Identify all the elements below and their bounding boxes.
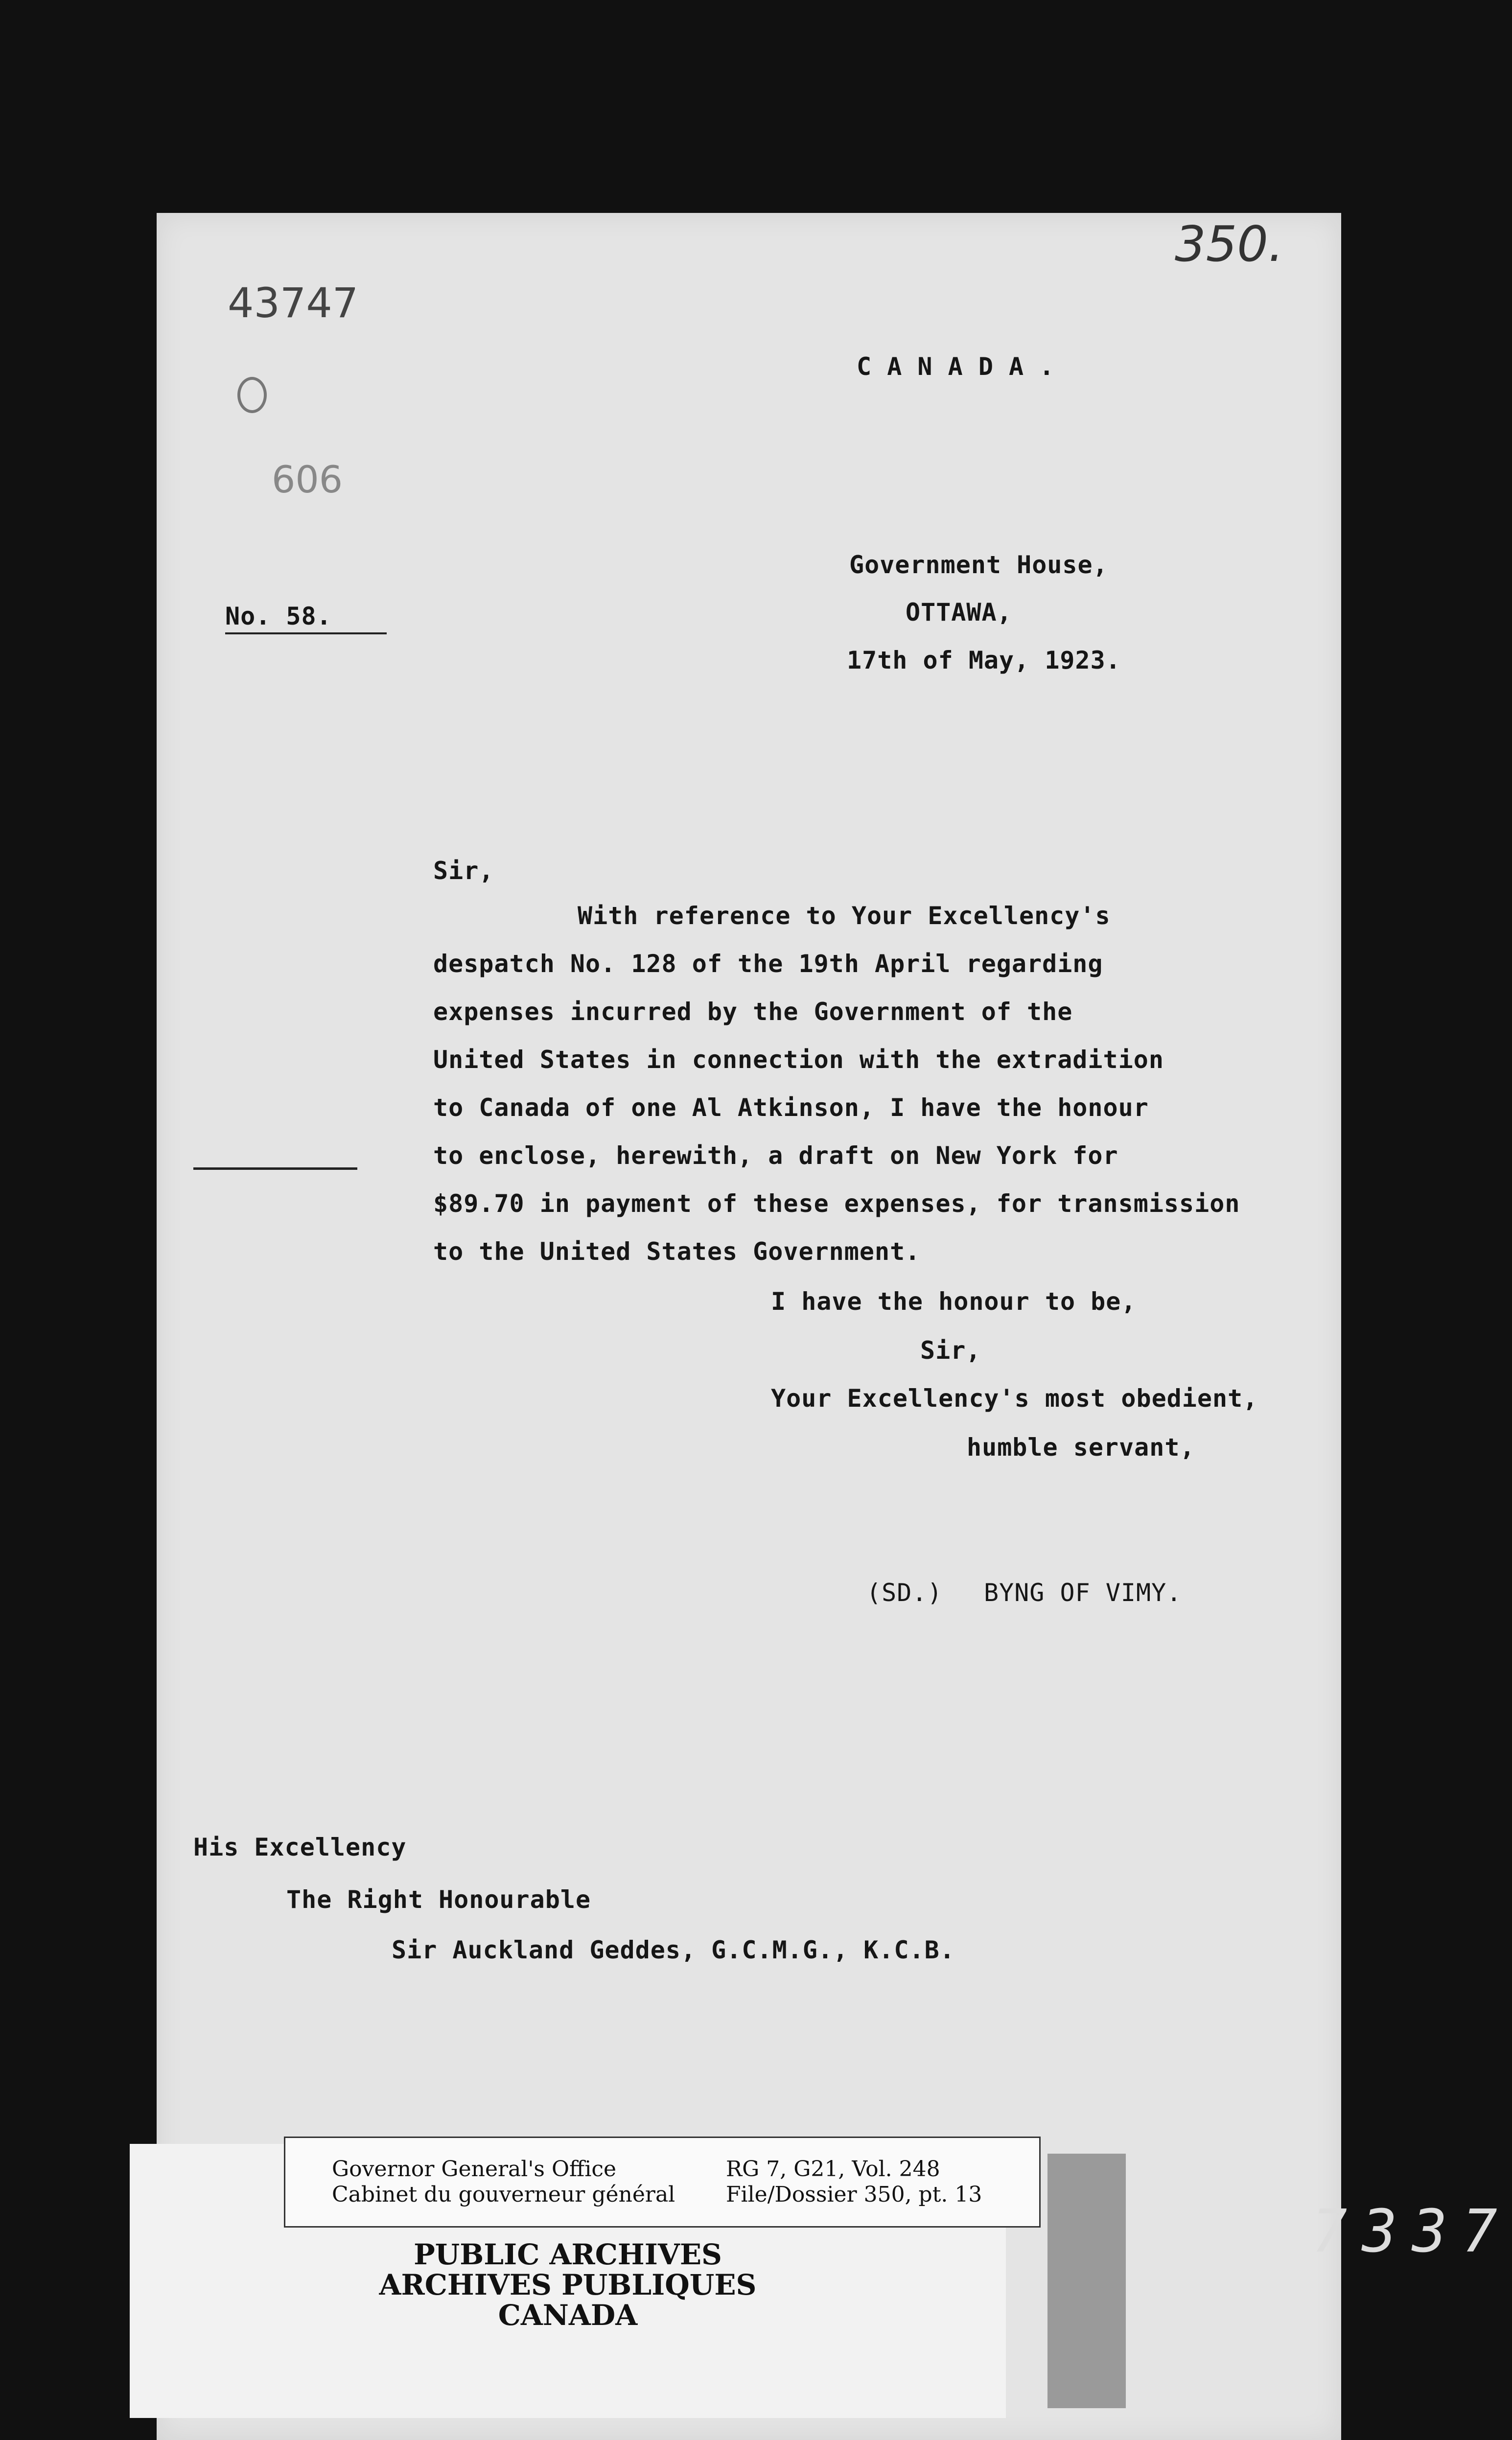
ref-number: 606 — [272, 458, 343, 501]
stamp-line3: CANADA — [498, 2299, 638, 2332]
recipient-line: Sir Auckland Geddes, G.C.M.G., K.C.B. — [392, 1936, 955, 1964]
closing-line: Sir, — [920, 1336, 981, 1365]
country-heading: C A N A D A . — [857, 352, 1055, 381]
body-line: to the United States Government. — [433, 1237, 921, 1266]
body-line: to enclose, herewith, a draft on New York for — [433, 1141, 1118, 1170]
address-line1: Government House, — [849, 551, 1108, 579]
archive-file: File/Dossier 350, pt. 13 — [726, 2182, 982, 2207]
closing-line: Your Excellency's most obedient, — [771, 1384, 1258, 1413]
body-line: United States in connection with the extradition — [433, 1046, 1164, 1074]
office-fr: Cabinet du gouverneur général — [332, 2182, 675, 2207]
recipient-line: His Excellency — [193, 1833, 407, 1861]
signature-sd: (SD.) — [866, 1579, 943, 1607]
archive-label — [284, 2137, 1041, 2228]
office-en: Governor General's Office — [332, 2157, 617, 2182]
archive-reference: RG 7, G21, Vol. 248 — [726, 2157, 940, 2182]
despatch-number: No. 58. — [225, 602, 332, 630]
handwritten-file-number: 350. — [1175, 215, 1284, 273]
body-line: to Canada of one Al Atkinson, I have the honour — [433, 1093, 1149, 1122]
body-line: despatch No. 128 of the 19th April regarding — [433, 950, 1103, 978]
signature-name: BYNG OF VIMY. — [984, 1579, 1182, 1607]
letter-date: 17th of May, 1923. — [847, 646, 1121, 674]
film-edge-right — [1047, 2154, 1126, 2408]
salutation: Sir, — [433, 857, 494, 885]
body-line: With reference to Your Excellency's — [578, 902, 1111, 930]
closing-line: humble servant, — [967, 1433, 1195, 1462]
stamp-line2: ARCHIVES PUBLIQUES — [379, 2268, 757, 2301]
reel-frame-mark: 7337 — [1312, 2198, 1512, 2266]
despatch-underline — [225, 632, 387, 634]
body-line: expenses incurred by the Government of the — [433, 998, 1073, 1026]
closing-line: I have the honour to be, — [771, 1287, 1137, 1316]
recipient-line: The Right Honourable — [286, 1885, 591, 1914]
accession-number: 43747 — [228, 279, 359, 327]
stamp-line1: PUBLIC ARCHIVES — [414, 2238, 722, 2271]
punch-hole-mark — [237, 377, 267, 413]
margin-rule — [193, 1167, 357, 1170]
body-line: $89.70 in payment of these expenses, for transmission — [433, 1189, 1240, 1218]
address-line2: OTTAWA, — [906, 598, 1012, 627]
letter-page — [157, 213, 1341, 2440]
